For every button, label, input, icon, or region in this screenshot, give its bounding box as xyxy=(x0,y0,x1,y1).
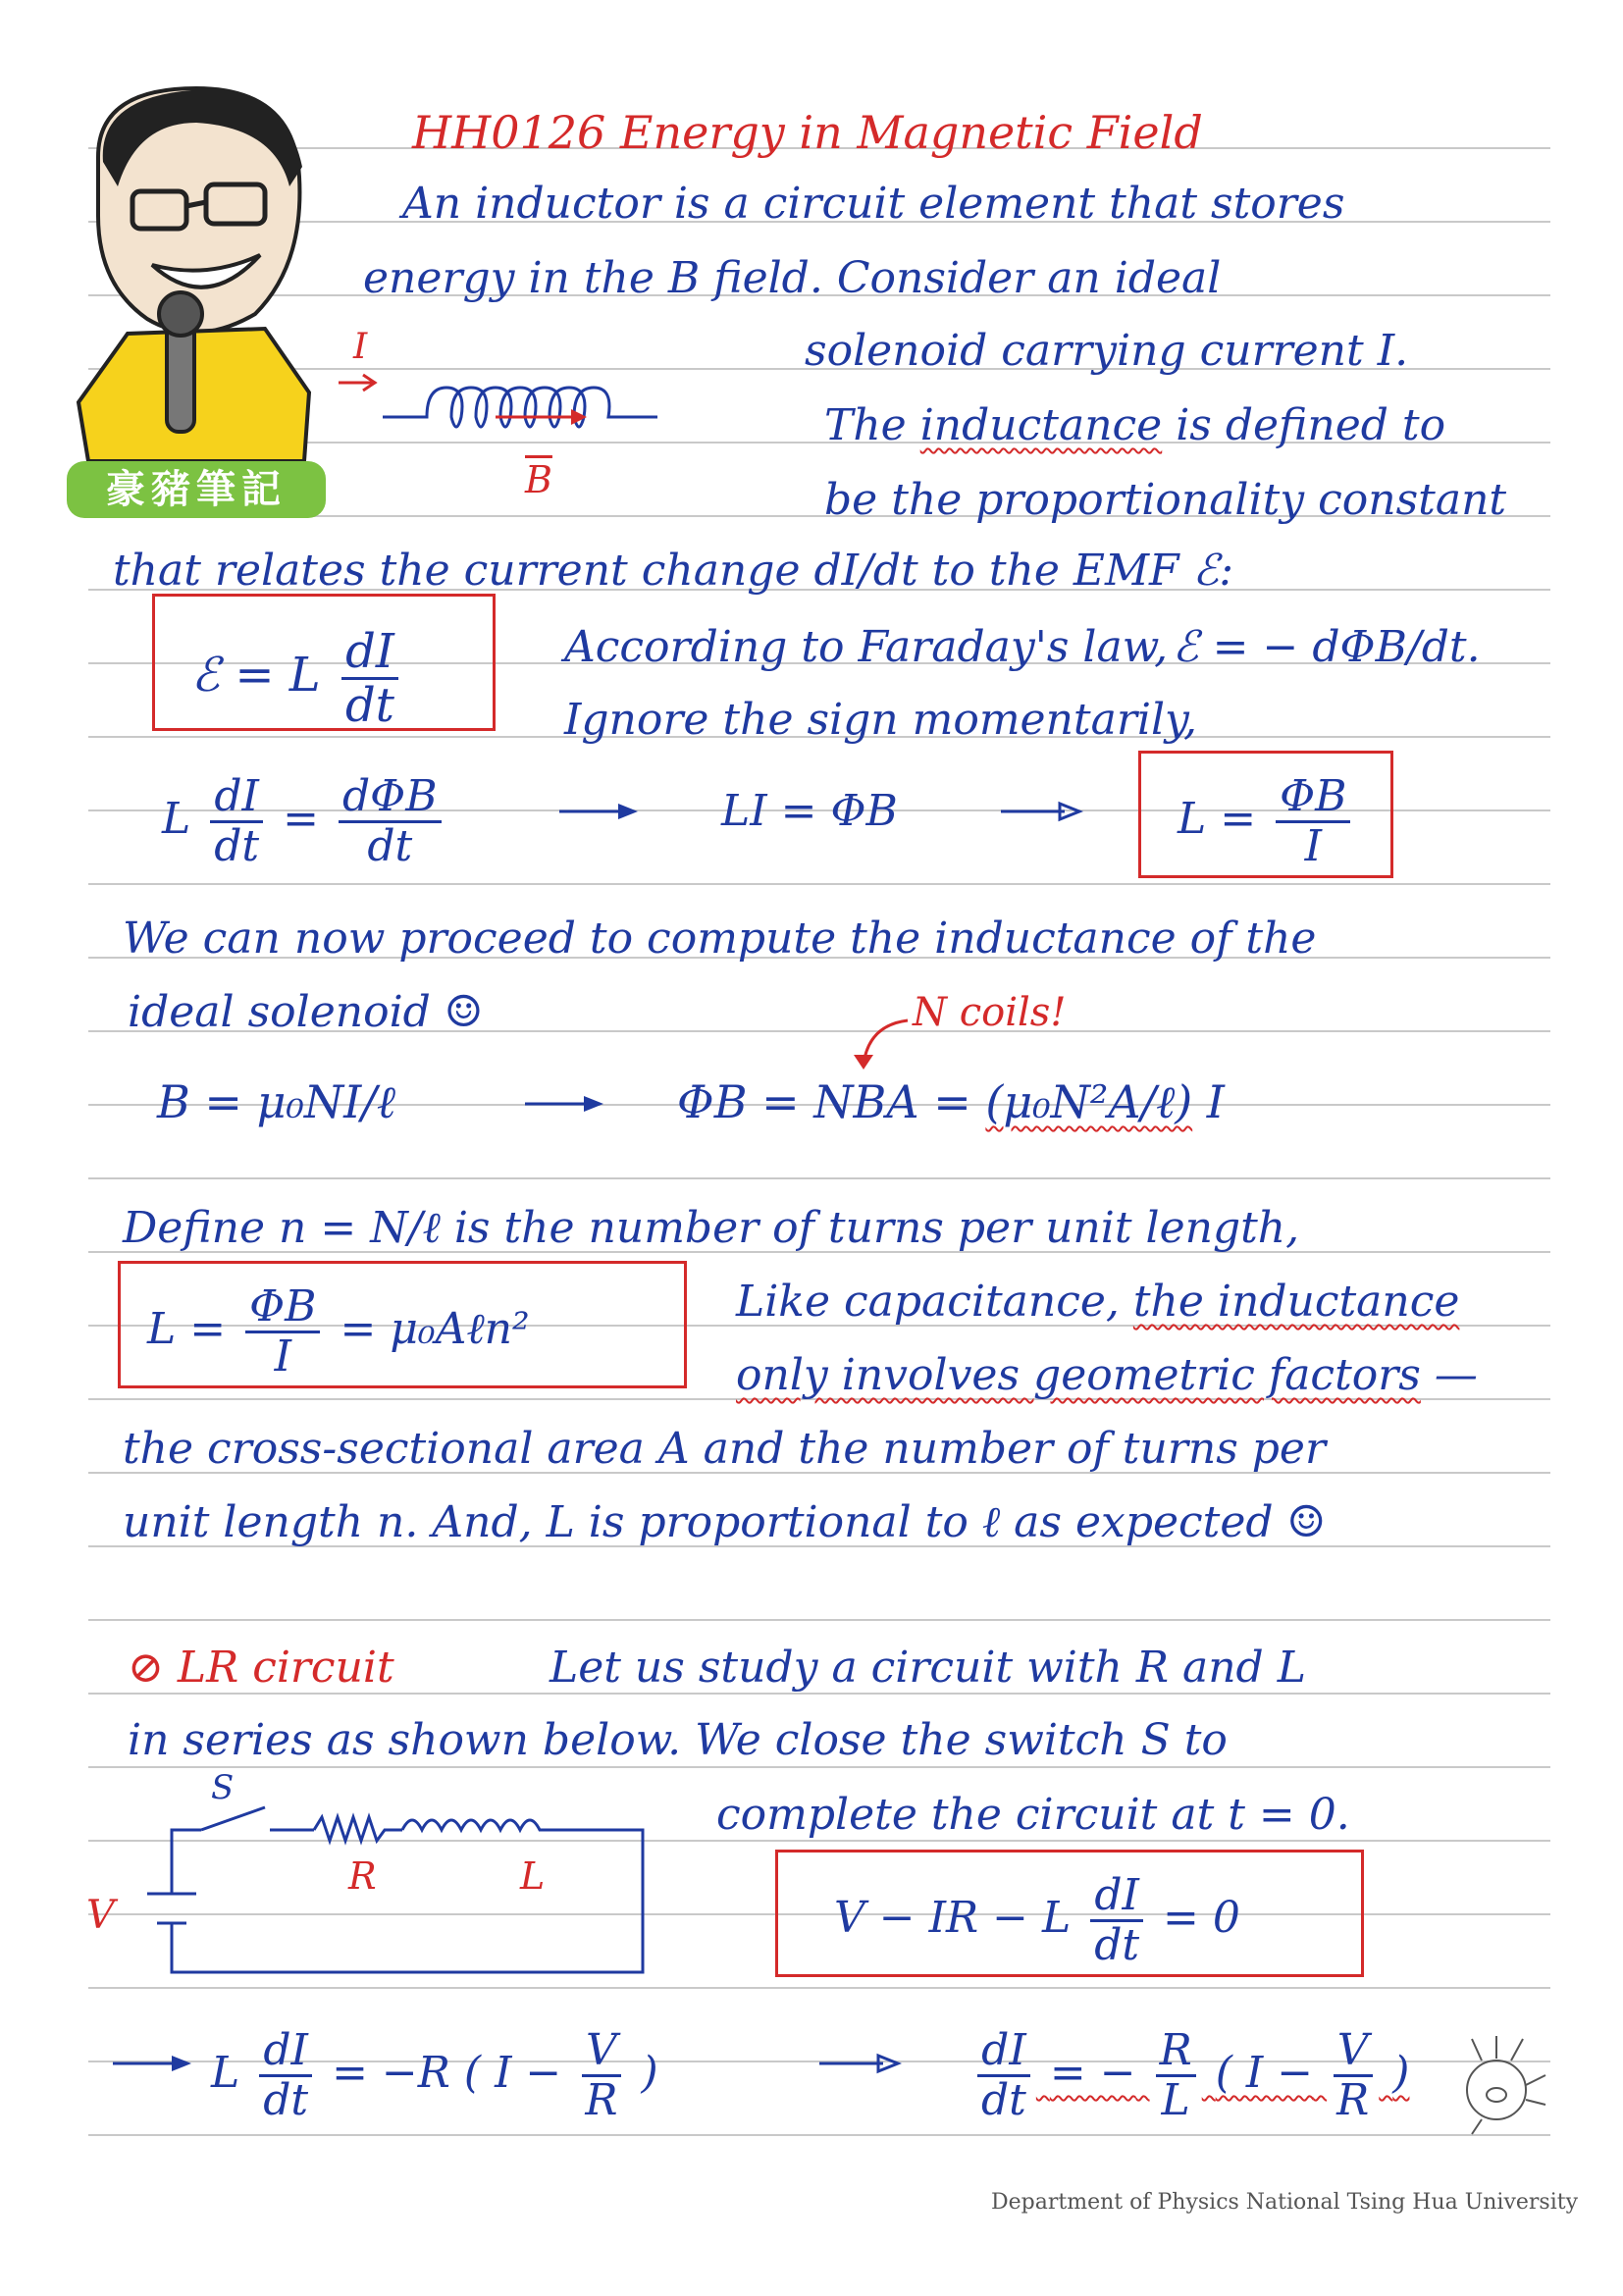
final-frac-vr xyxy=(1333,2025,1373,2125)
inductance-def-l: L = xyxy=(1178,794,1257,844)
cap-line-2-dash: — xyxy=(1420,1350,1478,1400)
final-vden: R xyxy=(585,2075,618,2125)
sol-ind-r: = μ₀Aℓn² xyxy=(340,1304,530,1354)
faraday-line-1: According to Faraday's law, xyxy=(564,622,1169,672)
page-title: HH0126 Energy in Magnetic Field xyxy=(412,106,1203,159)
proceed-line-2: ideal solenoid ☺ xyxy=(128,987,484,1037)
arrow-icon xyxy=(814,2049,903,2078)
final-num2: dI xyxy=(977,2029,1030,2077)
final-f: ) xyxy=(1392,2048,1410,2098)
flux-eq-c: (μ₀N²A/ℓ) xyxy=(985,1075,1193,1128)
lr-line-3: complete the circuit at t = 0. xyxy=(716,1790,1350,1840)
define-line-3: the cross-sectional area A and the number of turns per xyxy=(123,1424,1327,1474)
sol-ind-den: I xyxy=(274,1331,291,1382)
final-e: ( I − xyxy=(1215,2048,1314,2098)
flux-eq xyxy=(677,1075,1225,1128)
lr-eq-b: = 0 xyxy=(1163,1893,1240,1943)
final-den1: dt xyxy=(263,2075,309,2125)
lr-line-2: in series as shown below. We close the switch S to xyxy=(128,1715,1228,1765)
inductor-label: L xyxy=(520,1854,546,1898)
capacitance-line-2 xyxy=(736,1350,1478,1400)
footer-department: Department of Physics National Tsing Hua University xyxy=(991,2190,1579,2215)
n-coils-note: N coils! xyxy=(913,990,1067,1035)
intro-line-2: energy in the B field. Consider an ideal xyxy=(363,253,1222,303)
emf-fraction xyxy=(341,624,398,733)
final-eq-2 xyxy=(971,2025,1410,2125)
field-label: $\overline{B}$ xyxy=(525,458,552,501)
eq2-frac-1 xyxy=(210,771,263,871)
define-line: Define n = N/ℓ is the number of turns per unit length, xyxy=(123,1203,1300,1253)
final-b: = −R ( I − xyxy=(332,2048,562,2098)
cap-line-a: Like capacitance, xyxy=(736,1277,1133,1327)
lr-eq-den: dt xyxy=(1094,1920,1140,1970)
intro-line-4c: is defined to xyxy=(1162,400,1446,450)
final-eq-1 xyxy=(211,2025,658,2125)
capacitance-line-1 xyxy=(736,1277,1460,1327)
intro-line-5: be the proportionality constant xyxy=(824,475,1507,525)
eq2-mid: LI = ΦB xyxy=(721,786,898,836)
resistor-label: R xyxy=(348,1854,377,1898)
eq2-equals: = xyxy=(283,794,319,844)
solenoid-diagram xyxy=(334,363,746,461)
define-line-4: unit length n. And, L is proportional to ℓ as expected ☺ xyxy=(123,1497,1326,1547)
final-vnum: V xyxy=(582,2029,621,2077)
eq2-den3: I xyxy=(1304,821,1322,871)
final-frac-v xyxy=(581,2025,621,2125)
intro-line-3: solenoid carrying current I. xyxy=(805,326,1409,376)
solenoid-inductance-eq xyxy=(147,1281,530,1382)
eq2-den2: dt xyxy=(367,821,413,871)
proceed-line-1: We can now proceed to compute the inductance of the xyxy=(123,913,1317,964)
faraday-line-2: Ignore the sign momentarily, xyxy=(564,695,1198,745)
emf-equation xyxy=(191,624,404,733)
lr-heading: ⊘ LR circuit xyxy=(128,1643,394,1693)
intro-line-4 xyxy=(824,400,1446,450)
final-frac-1 xyxy=(259,2025,312,2125)
intro-line-1: An inductor is a circuit element that stores xyxy=(402,179,1345,229)
notes-badge: 豪豬筆記 xyxy=(67,461,326,518)
n-coils-arrow xyxy=(849,1016,917,1074)
arrow-icon xyxy=(108,2049,196,2078)
final-rnum: R xyxy=(1156,2029,1196,2077)
eq2-num2: dΦB xyxy=(339,775,442,823)
pig-doodle-icon xyxy=(1442,2031,1550,2139)
lr-equation xyxy=(834,1870,1240,1970)
eq2-num1: dI xyxy=(210,775,263,823)
final-a: L xyxy=(211,2048,240,2098)
final-d: = − xyxy=(1049,2048,1136,2098)
arrow-icon xyxy=(554,797,643,826)
current-label: I xyxy=(353,327,368,367)
inductance-def-frac xyxy=(1276,771,1350,871)
lr-eq-a: V − IR − L xyxy=(834,1893,1072,1943)
voltage-label: V xyxy=(86,1893,115,1938)
final-frac-rl xyxy=(1156,2025,1196,2125)
inductance-term: inductance xyxy=(919,400,1163,450)
final-num1: dI xyxy=(259,2029,312,2077)
intro-line-6: that relates the current change dI/dt to the EMF ℰ: xyxy=(113,546,1234,596)
inductance-def xyxy=(1178,771,1356,871)
eq2-l: L xyxy=(162,794,191,844)
arrow-icon xyxy=(520,1089,608,1119)
solenoid-field-eq: B = μ₀NI/ℓ xyxy=(157,1075,396,1128)
flux-eq-d: I xyxy=(1192,1075,1225,1128)
arrow-icon xyxy=(996,797,1084,826)
final-lden: L xyxy=(1161,2075,1190,2125)
final-v2num: V xyxy=(1334,2029,1373,2077)
emf-den: dt xyxy=(344,678,394,733)
flux-equation-row xyxy=(162,771,447,871)
faraday-emf: ℰ = − dΦB/dt. xyxy=(1173,622,1481,672)
final-r2den: R xyxy=(1336,2075,1370,2125)
emf-num: dI xyxy=(341,628,398,680)
eq2-frac-2 xyxy=(339,771,442,871)
cap-line-2-text: only involves geometric factors xyxy=(736,1350,1421,1400)
lr-line-1: Let us study a circuit with R and L xyxy=(550,1643,1306,1693)
lr-eq-num: dI xyxy=(1090,1874,1143,1922)
final-den2: dt xyxy=(981,2075,1026,2125)
intro-line-4a: The xyxy=(824,400,920,450)
flux-eq-b: ΦB = NBA = xyxy=(677,1075,986,1128)
sol-ind-l: L = xyxy=(147,1304,227,1354)
cap-line-b: the inductance xyxy=(1132,1277,1460,1327)
sol-ind-frac xyxy=(245,1281,320,1382)
final-frac-2 xyxy=(977,2025,1030,2125)
emf-lhs: ℰ = L xyxy=(191,648,321,703)
switch-label: S xyxy=(211,1768,235,1807)
mascot-cartoon xyxy=(59,69,334,481)
eq2-den1: dt xyxy=(214,821,260,871)
lr-eq-frac xyxy=(1090,1870,1143,1970)
final-c: ) xyxy=(641,2048,658,2098)
sol-ind-num: ΦB xyxy=(245,1285,320,1333)
eq2-num3: ΦB xyxy=(1276,775,1350,823)
